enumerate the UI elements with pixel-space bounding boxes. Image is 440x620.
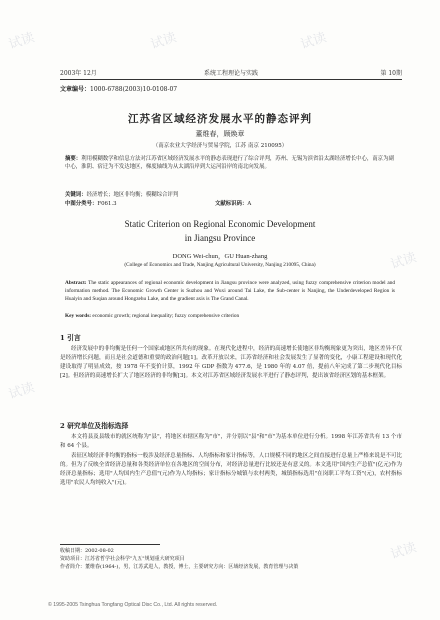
classification-code: 中图分类号：F061.3: [65, 201, 117, 207]
abstract-cn-text: 利用模糊数学和信息方法对江苏省区域经济发展水平的静态表现进行了综合评判，苏州、无锡为滨省沿太湖经济增长中心，南京为副中心，淮阴、宿迁为不发达地区，梯度轴线为从太湖沿岸到大运河沿岸的南北向发展。: [65, 156, 394, 171]
authors-en: DONG Wei-chun，GU Huan-zhang: [172, 253, 268, 260]
copyright-notice: © 1995-2005 Tsinghua Tongfang Optical Disc Co., Ltd. All rights reserved.: [48, 602, 218, 608]
keywords-cn-text: 经济增长；地区非均衡；模糊综合评判: [86, 192, 179, 198]
abstract-cn-label: 摘要：: [65, 156, 82, 162]
header-issue: 第 10期: [380, 70, 402, 77]
footnote-funding: 资助项目：江苏省哲学社会科学"九五"规划重大研究项目: [60, 556, 185, 562]
watermark: 试读: [148, 29, 179, 52]
abstract-en-text: The static appearances of regional economic development in Jiangsu province were analyzed, using fuzzy comprehensive criterion model and information method. The Economic Growth Center is Suzhou and Wuxi around Tai Lake, the Sub-center is Nanjing, the Underdeveloped Region is Huaiyin and Suqian around Hongzehu Lake, and the gradient axis is The Grand Canal.: [65, 280, 395, 302]
footnote-author: 作者简介：董维春(1964-)，男，江苏武进人，教授，博士，主要研究方向：区域经济发展，教育管理与决策: [60, 564, 299, 570]
abstract-cn: [65, 155, 395, 172]
keywords-en-text: economic growth; regional inequality; fuzzy comprehensive criterion: [92, 313, 240, 319]
section-heading: 2 研究单位及指标选择: [60, 422, 129, 430]
abstract-en-label: Abstract:: [65, 280, 87, 286]
watermark: 试读: [298, 29, 329, 52]
article-number: 文章编号：1000-6788(2003)10-0108-07: [60, 86, 178, 93]
article-number-value: 1000-6788(2003)10-0108-07: [90, 86, 178, 93]
watermark: 试读: [388, 539, 419, 562]
authors-cn: 董维春，顾焕章: [195, 130, 245, 138]
title-cn: 江苏省区域经济发展水平的静态评判: [128, 113, 312, 125]
footnote-received: 收稿日期：2002-08-02: [60, 548, 114, 554]
keywords-cn: 关键词：经济增长；地区非均衡；模糊综合评判: [65, 192, 179, 198]
section-paragraph: 经济发展中的非均衡是任何一个国家或地区所共有的现象。在现代化进程中，经济的高速增长使地区非均衡现象更为突出，地区差异不仅是经济增长问题，而且是社会道德和重要的政治问题[1]。改革开放以来，江苏省经济和社会发展发生了显著的变化，小康工程建设和现代化建设取得了明显成效，按 1978 年不变价计算，1992 年 GDP 指数为 477.6，是 1980 年的 4.07 倍，提前八年完成了第二步现代化目标[2]。但经济的高速增长扩大了地区经济的非均衡[3]。本文对江苏省区域经济发展水平进行了静态评判，提出该省经济区划的基本框架。: [60, 346, 402, 379]
footnotes: [60, 547, 402, 571]
affiliation-cn: （南京农业大学经济与贸易学院，江苏 南京 210095）: [152, 143, 288, 149]
keywords-en: Key words: economic growth; regional inequality; fuzzy comprehensive criterion: [65, 313, 240, 319]
header-rule: [60, 79, 402, 80]
affiliation-en: (College of Economics and Trade, Nanjing Agricultural University, Nanjing 210095, China): [124, 262, 316, 268]
footnote-rule: [60, 544, 160, 545]
header-journal: 系统工程理论与实践: [203, 70, 258, 77]
abstract-en: [65, 279, 395, 303]
section-paragraph: 本文将县及县级市的就区统称为"县"，将地区市辖区称为"市"，并分别以"县"和"市"为基本单位进行分析。1998 年江苏省共有 13 个市和 64 个县。: [60, 434, 402, 449]
section-paragraph: 表征区域经济非均衡的指标一般涉及经济总量指标、人均指标和家计指标等，人口规模不同的地区之间直接进行总量上严格来说是不可比的。但为了反映全省经济总量和各类经济单位在各地区的空间分布，对经济总量进行比较还是有意义的。本文选用"国内生产总值"(亿元)作为经济总量指标；选用"人均国内生产总值"(元)作为人均指标；家计指标分城镇与农村两类，城镇指标选用"在岗职工平均工资"(元)，农村指标选用"农民人均纯收入"(元)。: [60, 453, 402, 486]
header-date: 2003年 12月: [60, 70, 97, 77]
watermark: 试读: [388, 249, 419, 272]
watermark: 试读: [6, 29, 37, 52]
title-en: Static Criterion on Regional Economic Development in Jiangsu Province: [124, 219, 316, 243]
watermark: 试读: [6, 379, 37, 402]
document-code: 文献标识码：A: [215, 201, 252, 207]
section-heading: 1 引言: [60, 334, 81, 342]
